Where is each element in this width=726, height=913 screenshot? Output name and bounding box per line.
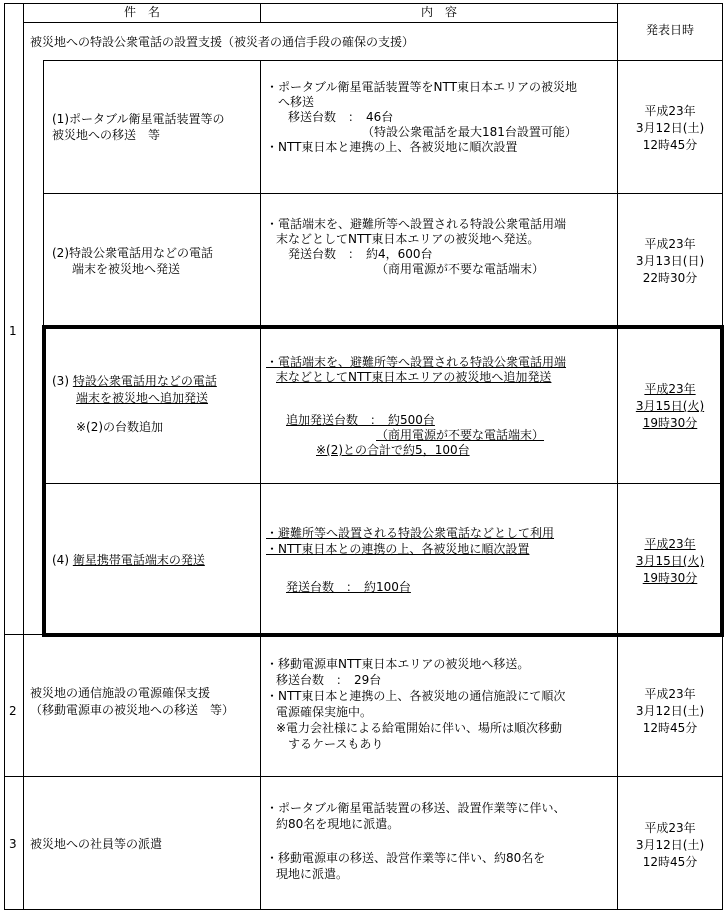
section2-number: 2 — [9, 704, 17, 718]
section1-title: 被災地への特設公衆電話の設置支援（被災者の通信手段の確保の支援） — [30, 35, 415, 49]
item3-content: ・電話端末を、避難所等へ設置される特設公衆電話用端 末などとしてNTT東日本エリアの被災地へ追加発送 追加発送台数 ： 約500台 （商用電源が不要な電話端末） ※(2)との合計で約5，100台 — [266, 355, 567, 457]
section2-date: 平成23年 3月12日(土) 12時45分 — [635, 687, 705, 735]
section3-number: 3 — [9, 837, 17, 851]
section2-bottom — [4, 776, 723, 777]
header-content: 内 容 — [420, 5, 457, 19]
header-date: 発表日時 — [645, 23, 694, 37]
item4-content: ・避難所等へ設置される特設公衆電話などとして利用 ・NTT東日本との連携の上、各被災地に順次設置 発送台数 ： 約100台 — [266, 526, 555, 594]
item2-name: (2)特設公衆電話用などの電話 端末を被災地へ発送 — [52, 246, 213, 276]
row1-bottom — [43, 193, 723, 194]
item1-content: ・ポータブル衛星電話装置等をNTT東日本エリアの被災地 へ移送 移送台数 ： 46台 （特設公衆電話を最大181台設置可能） ・NTT東日本と連携の上、各被災地に順次設置 — [266, 80, 577, 154]
item4-date: 平成23年 3月15日(火) 19時30分 — [635, 537, 705, 585]
header-bottom — [23, 22, 618, 23]
item1-date: 平成23年 3月12日(土) 12時45分 — [635, 104, 705, 152]
section3-name: 被災地への社員等の派遣 — [30, 837, 163, 851]
item3-date: 平成23年 3月15日(火) 19時30分 — [635, 382, 705, 430]
item2-date: 平成23年 3月13日(日) 22時30分 — [635, 237, 705, 285]
highlight-top — [42, 325, 724, 329]
section3-date: 平成23年 3月12日(土) 12時45分 — [635, 821, 705, 869]
frame-left — [4, 3, 5, 910]
item2-content: ・電話端末を、避難所等へ設置される特設公衆電話用端 末などとしてNTT東日本エリアの被災地へ発送。 発送台数 ： 約4，600台 （商用電源が不要な電話端末） — [266, 217, 567, 276]
header-subject: 件 名 — [123, 5, 160, 19]
highlight-right — [720, 325, 724, 637]
col-number-divider — [23, 3, 24, 910]
section2-name: 被災地の通信施設の電源確保支援 （移動電源車の被災地への移送 等） — [30, 686, 235, 717]
frame-bottom — [4, 909, 723, 910]
section3-content: ・ポータブル衛星電話装置の移送、設置作業等に伴い、 約80名を現地に派遣。 ・移動電源車の移送、設営作業等に伴い、約80名を 現地に派遣。 — [266, 801, 566, 881]
frame-top — [4, 3, 723, 4]
section1-number: 1 — [9, 324, 17, 338]
item4-name: (4) 衛星携帯電話端末の発送 — [52, 553, 205, 567]
section1-title-bottom — [43, 60, 723, 61]
item1-name: (1)ポータブル衛星電話装置等の 被災地への移送 等 — [52, 112, 225, 142]
highlight-left — [42, 325, 46, 637]
item3-name: (3) 特設公衆電話用などの電話 端末を被災地へ追加発送 ※(2)の台数追加 — [52, 374, 217, 434]
section2-content: ・移動電源車NTT東日本エリアの被災地へ移送。 移送台数 ： 29台 ・NTT東日本と連携の上、各被災地の通信施設にて順次 電源確保実施中。 ※電力会社様による給電開始に伴い、場所は順次移動 するケースもあり — [266, 657, 566, 751]
row3-bottom — [43, 483, 723, 484]
highlight-bottom — [42, 633, 724, 637]
col-subject-divider — [260, 60, 261, 910]
